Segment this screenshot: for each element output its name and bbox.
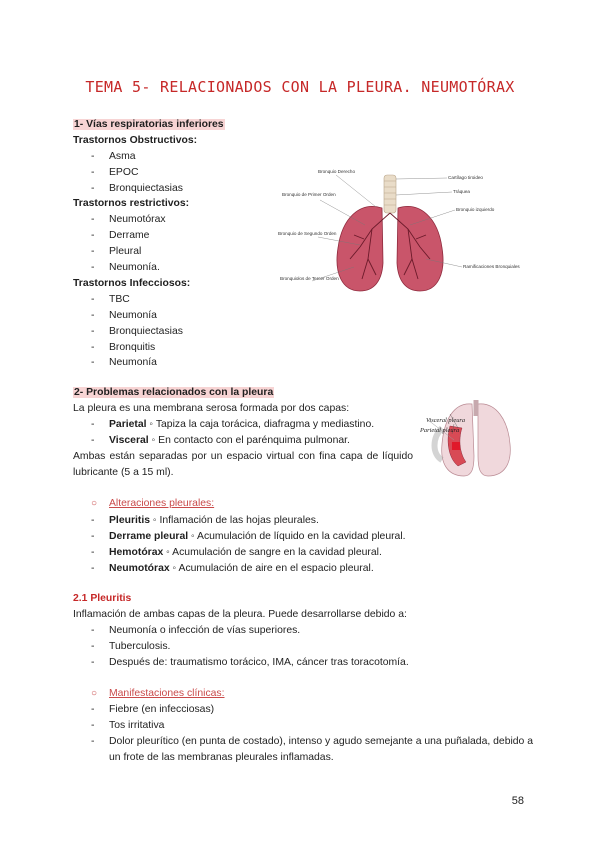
group-label-obstructive: Trastornos Obstructivos: — [73, 135, 198, 146]
page-number: 58 — [511, 795, 524, 807]
manifestation-item: Tos irritativa — [109, 720, 165, 731]
dash-bullet: - — [91, 547, 95, 558]
list-item: TBC — [109, 294, 130, 305]
list-item: Pleural — [109, 246, 142, 257]
cause-item: Neumonía o infección de vías superiores. — [109, 625, 301, 636]
dash-bullet: - — [91, 167, 95, 178]
figure-label: Bronquio izquierdo — [456, 207, 495, 212]
pleural-space-text: Ambas están separadas por un espacio virtual con fina capa de líquido lubricante (5 a 15 ml). — [73, 451, 413, 478]
dash-bullet: - — [91, 246, 95, 257]
pleura-label-visceral: Visceral pleura — [426, 417, 466, 424]
dash-bullet: - — [91, 294, 95, 305]
dash-bullet: - — [91, 625, 95, 636]
list-item: Bronquitis — [109, 342, 156, 353]
dash-bullet: - — [91, 419, 95, 430]
dash-bullet: - — [91, 342, 95, 353]
figure-label: Ramificaciones Bronquiales — [463, 264, 520, 269]
list-item: Neumonía. — [109, 262, 160, 273]
manifestation-item-pain-1: Dolor pleurítico (en punta de costado), intenso y agudo semejante a una puñalada, debido a — [109, 736, 534, 747]
dash-bullet: - — [91, 736, 95, 747]
dash-bullet: - — [91, 326, 95, 337]
alteration-item: Derrame pleural ◦ Acumulación de líquido en la cavidad pleural. — [109, 531, 406, 542]
alteration-item: Neumotórax ◦ Acumulación de aire en el espacio pleural. — [109, 563, 374, 574]
dash-bullet: - — [91, 515, 95, 526]
dash-bullet: - — [91, 641, 95, 652]
alteration-item: Hemotórax ◦ Acumulación de sangre en la cavidad pleural. — [109, 547, 382, 558]
dash-bullet: - — [91, 720, 95, 731]
figure-label: Bronquio de Primer Orden — [282, 192, 336, 197]
list-item: Derrame — [109, 230, 150, 241]
pleura-illustration — [420, 400, 528, 480]
dash-bullet: - — [91, 151, 95, 162]
dash-bullet: - — [91, 563, 95, 574]
dash-bullet: - — [91, 357, 95, 368]
manifestation-item-pain-2: un frote de las membranas pleurales inflamadas. — [109, 752, 334, 763]
pleura-intro: La pleura es una membrana serosa formada por dos capas: — [73, 403, 350, 414]
manifestations-heading: Manifestaciones clínicas: — [109, 688, 225, 699]
list-item: Neumonía — [109, 357, 157, 368]
cause-item: Después de: traumatismo torácico, IMA, cáncer tras toracotomía. — [109, 657, 409, 668]
dash-bullet: - — [91, 657, 95, 668]
alterations-heading: Alteraciones pleurales: — [109, 498, 215, 509]
list-item: Bronquiectasias — [109, 183, 183, 194]
dash-bullet: - — [91, 262, 95, 273]
list-item: Bronquiectasias — [109, 326, 183, 337]
circle-bullet: ○ — [91, 498, 98, 509]
section-heading-2-1: 2.1 Pleuritis — [73, 593, 132, 604]
group-label-infectious: Trastornos Infecciosos: — [73, 278, 191, 289]
cause-item: Tuberculosis. — [109, 641, 171, 652]
list-item: Neumotórax — [109, 214, 166, 225]
lungs-bronchi-illustration — [250, 163, 520, 300]
list-item: EPOC — [109, 167, 139, 178]
page-title: TEMA 5- RELACIONADOS CON LA PLEURA. NEUMOTÓRAX — [85, 78, 515, 96]
manifestation-item: Fiebre (en infecciosas) — [109, 704, 215, 715]
dash-bullet: - — [91, 230, 95, 241]
pleura-layer-item: Visceral ◦ En contacto con el parénquima pulmonar. — [109, 435, 350, 446]
dash-bullet: - — [91, 531, 95, 542]
figure-label: Cartílago tiroideo — [448, 175, 483, 180]
alteration-item: Pleuritis ◦ Inflamación de las hojas pleurales. — [109, 515, 319, 526]
figure-label: Bronquio de Segundo Orden — [278, 231, 337, 236]
dash-bullet: - — [91, 214, 95, 225]
figure-label: Bronquiolos de Tercer Orden — [280, 276, 339, 281]
dash-bullet: - — [91, 704, 95, 715]
pleuritis-intro: Inflamación de ambas capas de la pleura. Puede desarrollarse debido a: — [73, 609, 407, 620]
dash-bullet: - — [91, 183, 95, 194]
dash-bullet: - — [91, 435, 95, 446]
group-label-restrictive: Trastornos restrictivos: — [73, 198, 190, 209]
section-heading-2: 2- Problemas relacionados con la pleura — [74, 387, 274, 398]
figure-label: Tráquea — [453, 189, 470, 194]
pleura-label-parietal: Parietal pleura — [420, 427, 460, 434]
dash-bullet: - — [91, 310, 95, 321]
list-item: Asma — [109, 151, 136, 162]
circle-bullet: ○ — [91, 688, 98, 699]
figure-label: Bronquio Derecho — [318, 169, 356, 174]
section-heading-1: 1- Vías respiratorias inferiores — [74, 119, 224, 130]
list-item: Neumonía — [109, 310, 157, 321]
pleura-layer-item: Parietal ◦ Tapiza la caja torácica, diafragma y mediastino. — [109, 419, 375, 430]
